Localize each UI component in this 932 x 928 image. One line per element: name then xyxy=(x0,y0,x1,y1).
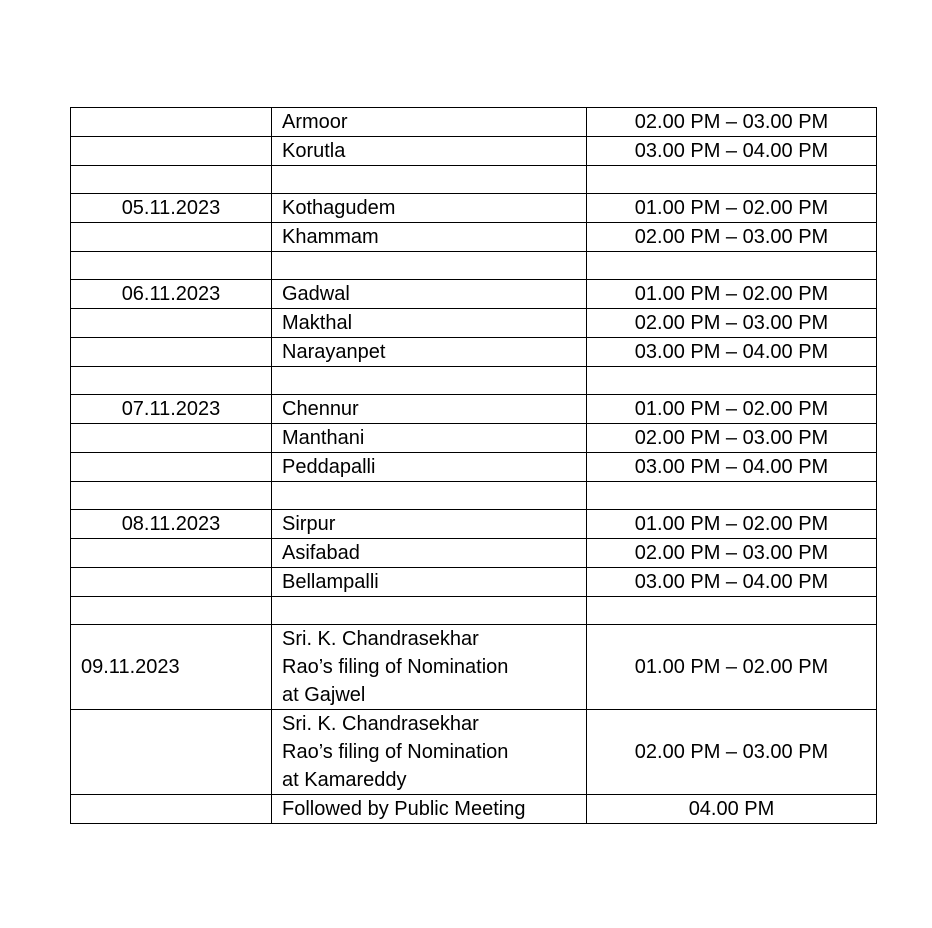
place-cell: Makthal xyxy=(272,309,587,338)
place-line: Sri. K. Chandrasekhar xyxy=(282,628,479,650)
time-cell: 01.00 PM – 02.00 PM xyxy=(587,510,877,539)
place-line: at Kamareddy xyxy=(282,769,407,791)
time-cell: 02.00 PM – 03.00 PM xyxy=(587,108,877,137)
table-row xyxy=(71,539,877,568)
time-cell xyxy=(587,367,877,395)
table-row xyxy=(71,710,877,795)
time-cell: 01.00 PM – 02.00 PM xyxy=(587,625,877,710)
table-row xyxy=(71,568,877,597)
place-line: at Gajwel xyxy=(282,684,366,706)
table-row xyxy=(71,280,877,309)
date-cell xyxy=(71,710,272,795)
date-cell xyxy=(71,338,272,367)
time-cell: 01.00 PM – 02.00 PM xyxy=(587,280,877,309)
time-cell: 01.00 PM – 02.00 PM xyxy=(587,395,877,424)
spacer-row xyxy=(71,482,877,510)
date-cell xyxy=(71,453,272,482)
time-cell: 03.00 PM – 04.00 PM xyxy=(587,137,877,166)
place-cell: Khammam xyxy=(272,223,587,252)
spacer-row xyxy=(71,597,877,625)
table-row xyxy=(71,395,877,424)
date-cell xyxy=(71,597,272,625)
date-cell xyxy=(71,539,272,568)
place-cell: Followed by Public Meeting xyxy=(272,795,587,824)
time-cell: 03.00 PM – 04.00 PM xyxy=(587,453,877,482)
date-cell: 06.11.2023 xyxy=(71,280,272,309)
table-row xyxy=(71,453,877,482)
place-cell: Gadwal xyxy=(272,280,587,309)
place-cell: Manthani xyxy=(272,424,587,453)
time-cell: 02.00 PM – 03.00 PM xyxy=(587,539,877,568)
table-row xyxy=(71,223,877,252)
place-cell xyxy=(272,482,587,510)
time-cell xyxy=(587,597,877,625)
date-cell xyxy=(71,482,272,510)
place-cell xyxy=(272,597,587,625)
time-cell: 03.00 PM – 04.00 PM xyxy=(587,338,877,367)
date-cell xyxy=(71,568,272,597)
time-cell: 02.00 PM – 03.00 PM xyxy=(587,223,877,252)
place-cell xyxy=(272,166,587,194)
date-cell: 08.11.2023 xyxy=(71,510,272,539)
time-cell: 03.00 PM – 04.00 PM xyxy=(587,568,877,597)
date-cell xyxy=(71,309,272,338)
time-cell xyxy=(587,482,877,510)
place-cell xyxy=(272,252,587,280)
spacer-row xyxy=(71,252,877,280)
date-cell xyxy=(71,795,272,824)
table-row xyxy=(71,194,877,223)
date-cell: 07.11.2023 xyxy=(71,395,272,424)
table-row xyxy=(71,137,877,166)
place-cell xyxy=(272,367,587,395)
date-cell xyxy=(71,137,272,166)
spacer-row xyxy=(71,367,877,395)
place-cell: Sirpur xyxy=(272,510,587,539)
schedule-table xyxy=(70,107,877,824)
place-cell: Asifabad xyxy=(272,539,587,568)
table-row xyxy=(71,510,877,539)
table-row xyxy=(71,309,877,338)
time-cell: 02.00 PM – 03.00 PM xyxy=(587,309,877,338)
date-cell xyxy=(71,223,272,252)
table-row xyxy=(71,424,877,453)
date-cell xyxy=(71,166,272,194)
place-line: Rao’s filing of Nomination xyxy=(282,741,509,763)
time-cell xyxy=(587,166,877,194)
place-cell xyxy=(272,625,587,710)
time-cell: 01.00 PM – 02.00 PM xyxy=(587,194,877,223)
time-cell: 04.00 PM xyxy=(587,795,877,824)
date-cell xyxy=(71,367,272,395)
place-cell: Bellampalli xyxy=(272,568,587,597)
spacer-row xyxy=(71,166,877,194)
place-cell: Peddapalli xyxy=(272,453,587,482)
date-cell: 05.11.2023 xyxy=(71,194,272,223)
place-cell: Kothagudem xyxy=(272,194,587,223)
time-cell: 02.00 PM – 03.00 PM xyxy=(587,710,877,795)
table-row xyxy=(71,338,877,367)
place-line: Sri. K. Chandrasekhar xyxy=(282,713,479,735)
date-cell xyxy=(71,252,272,280)
date-cell xyxy=(71,424,272,453)
table-row xyxy=(71,795,877,824)
table-row xyxy=(71,108,877,137)
place-cell: Chennur xyxy=(272,395,587,424)
date-cell xyxy=(71,108,272,137)
place-cell: Narayanpet xyxy=(272,338,587,367)
time-cell: 02.00 PM – 03.00 PM xyxy=(587,424,877,453)
place-cell xyxy=(272,710,587,795)
place-cell: Korutla xyxy=(272,137,587,166)
date-cell: 09.11.2023 xyxy=(71,625,272,710)
time-cell xyxy=(587,252,877,280)
table-row xyxy=(71,625,877,710)
place-line: Rao’s filing of Nomination xyxy=(282,656,509,678)
place-cell: Armoor xyxy=(272,108,587,137)
